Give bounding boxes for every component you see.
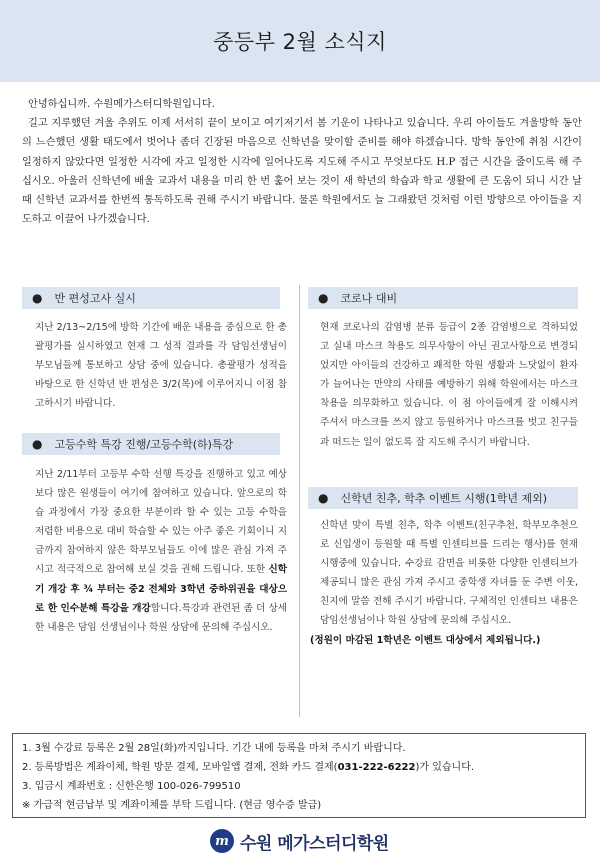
- section-body-exam: [25, 318, 287, 413]
- notice-line-1: 1. 3월 수강료 등록은 2월 28일(화)까지입니다. 기간 내에 등록을 마쳐 주시기 바랍니다.: [22, 743, 406, 754]
- page-title: 중등부 2월 소식지: [213, 30, 387, 54]
- section-title-event: 신학년 친추, 학추 이벤트 시행(1학년 제외): [340, 492, 548, 505]
- event-note: (정원이 마감된 1학년은 이벤트 대상에서 제외됩니다.): [310, 634, 541, 646]
- academy-logo: [210, 826, 389, 856]
- bullet-icon: ●: [32, 437, 43, 451]
- logo-mark-icon: m: [210, 829, 234, 853]
- notice-box: [12, 733, 586, 818]
- intro-body: 길고 지루했던 겨울 추위도 이제 서서히 끝이 보이고 여기저기서 봄 기운이 나타나고 있습니다. 우리 아이들도 겨울방학 동안의 느슨했던 생활 태도에서 벗어나 좀더 긴장된 마음으로 신학년을 맞이할 준비를 해야 하겠습니다. 방학 동안에 취침 시간이 일정하지 않았다면 일정한 시각에 자고 일정한 시각에 일어나도록 지도해 주시고 무엇보다도 H.P 접근 시간을 줄이도록 해 주십시오. 아울러 신학년에 배울 교과서 내용을 미리 한 번 훑어 보는 것이 새 학년의 학습과 학교 생활에 큰 도움이 되니 시간 날 때 신학년 교과서를 한번씩 통독하도록 권해 주시기 바랍니다. 물론 학원에서도 늘 그래왔던 것처럼 이런 방향으로 아이들을 지도하고 이끌어 나가겠습니다.: [22, 118, 582, 226]
- intro-letter: [22, 95, 582, 229]
- bullet-icon: ●: [318, 491, 329, 505]
- column-divider: [299, 285, 300, 717]
- section-body-covid: [310, 318, 578, 452]
- section-text-covid: 현재 코로나의 감염병 분류 등급이 2종 감염병으로 격하되었고 실내 마스크 착용도 의무사항이 아닌 권고사항으로 변경되었지만 아이들의 건강하고 쾌적한 학원 생활과 느닷없이 환자가 늘어나는 만약의 사태를 예방하기 위해 학원에서는 마스크 착용을 의무화하고 있습니다. 이 점 아이들에게 잘 이해시켜 주셔서 마스크를 쓰지 않고 등원하거나 마스크를 벗고 친구들과 떠드는 일이 없도록 잘 지도해 주시기 바랍니다.: [320, 322, 578, 448]
- section-title-exam: 반 편성고사 실시: [54, 292, 136, 305]
- section-title-math: 고등수학 특강 진행/고등수학(하)특강: [54, 438, 234, 451]
- notice-line-2-text: 2. 등록방법은 계좌이체, 학원 방문 결제, 모바일앱 결제, 전화 카드 결제(: [22, 762, 338, 773]
- notice-line-3: 3. 입금시 계좌번호 : 신한은행 100-026-799510: [22, 781, 241, 792]
- math-text-highlight: 신학기 개강 후 ¾ 부터는 중2 전체와 3학년 중하위권을 대상으로 한 인수분해 특강을 개강: [35, 564, 287, 614]
- notice-line-2-tail: )가 있습니다.: [415, 762, 475, 773]
- bullet-icon: ●: [318, 291, 329, 305]
- math-text-part-1: 지난 2/11부터 고등부 수학 선행 특강을 진행하고 있고 예상보다 많은 원생들이 여기에 참여하고 있습니다. 앞으로의 학습 과정에서 가장 중요한 부분이라 할 수 있는 고등 수학을 저렴한 비용으로 대비 학습할 수 있는 아주 좋은 기회이니 지금까지 참여하지 않은 학부모님들도 이에 많은 관심 가져 주시고 적극적으로 참여해 보실 것을 권해 드립니다. 또한: [35, 469, 287, 576]
- title-banner: [0, 0, 600, 82]
- section-body-math: [25, 465, 287, 637]
- section-body-event: [310, 516, 578, 650]
- section-text-exam: 지난 2/13~2/15에 방학 기간에 배운 내용을 중심으로 한 총괄평가를 실시하였고 현재 그 성적 결과를 각 담임선생님이 부모님들께 통보하고 상담 중에 있습니다. 총괄평가 성적을 바탕으로 한 신학년 반 편성은 3/2(목)에 이루어지니 이점 참고하시기 바랍니다.: [35, 322, 287, 410]
- notice-line-4: ※ 가급적 현금납부 및 계좌이체를 부탁 드립니다. (현금 영수증 발급): [22, 800, 322, 811]
- notice-line-2: [22, 758, 576, 777]
- section-title-covid: 코로나 대비: [340, 292, 398, 305]
- section-header-event: [308, 487, 578, 509]
- section-header-math: [22, 433, 280, 455]
- bullet-icon: ●: [32, 291, 43, 305]
- phone-number: 031-222-6222: [337, 762, 416, 773]
- intro-greeting: 안녕하십니까. 수원메가스터디학원입니다.: [28, 99, 215, 110]
- section-header-covid: [308, 287, 578, 309]
- section-text-math: [25, 465, 287, 637]
- section-text-event: 신학년 맞이 특별 친추, 학추 이벤트(친구추천, 학부모추천으로 신입생이 등원할 때 특별 인센티브를 드리는 행사)를 현재 시행중에 있습니다. 수강료 감면을 비롯한 다양한 인센티브가 제공되니 많은 관심 가져 주시고 중학생 자녀를 둔 주변 이웃, 친지에 말씀 전해 주시기 바랍니다. 구체적인 인센티브 내용은 담임선생님이나 학원 상담에 문의해 주십시오.: [320, 520, 578, 627]
- section-header-exam: [22, 287, 280, 309]
- logo-name: 수원 메가스터디학원: [240, 833, 389, 854]
- math-text-part-2: 합니다.특강과 관련된 좀 더 상세한 내용은 담임 선생님이나 학원 상담에 문의해 주십시오.: [35, 602, 287, 633]
